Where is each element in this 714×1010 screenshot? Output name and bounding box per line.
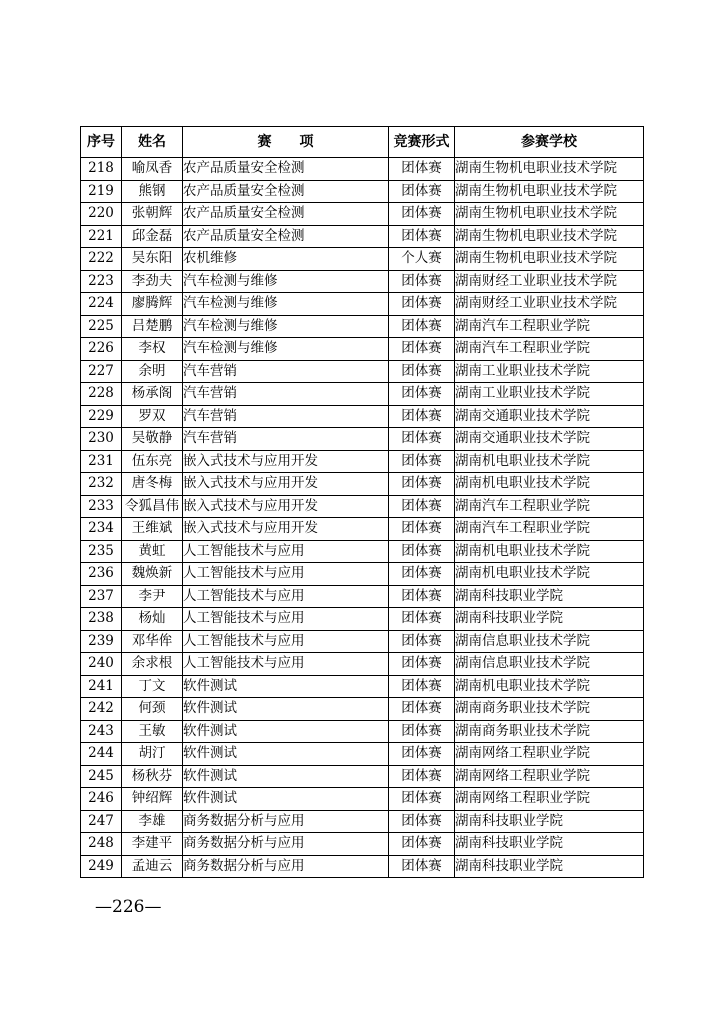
cell-school: 湖南财经工业职业技术学院 — [455, 270, 644, 293]
cell-name: 邱金磊 — [122, 225, 183, 248]
cell-num: 238 — [81, 608, 122, 631]
table-row — [81, 473, 644, 496]
cell-event: 嵌入式技术与应用开发 — [183, 495, 389, 518]
cell-format: 团体赛 — [389, 743, 455, 766]
table-row — [81, 338, 644, 361]
cell-event: 软件测试 — [183, 788, 389, 811]
cell-num: 224 — [81, 293, 122, 316]
cell-format: 团体赛 — [389, 653, 455, 676]
table-row — [81, 180, 644, 203]
cell-num: 246 — [81, 788, 122, 811]
cell-event: 汽车检测与维修 — [183, 315, 389, 338]
table-row — [81, 585, 644, 608]
table-row — [81, 360, 644, 383]
cell-name: 胡汀 — [122, 743, 183, 766]
table-row — [81, 765, 644, 788]
cell-school: 湖南生物机电职业技术学院 — [455, 158, 644, 181]
cell-school: 湖南汽车工程职业学院 — [455, 338, 644, 361]
cell-num: 223 — [81, 270, 122, 293]
cell-name: 李劲夫 — [122, 270, 183, 293]
cell-name: 钟绍辉 — [122, 788, 183, 811]
cell-num: 241 — [81, 675, 122, 698]
cell-name: 李雄 — [122, 810, 183, 833]
cell-name: 杨灿 — [122, 608, 183, 631]
cell-school: 湖南科技职业学院 — [455, 855, 644, 878]
cell-school: 湖南网络工程职业学院 — [455, 788, 644, 811]
cell-school: 湖南生物机电职业技术学院 — [455, 225, 644, 248]
cell-format: 团体赛 — [389, 405, 455, 428]
cell-num: 236 — [81, 563, 122, 586]
cell-school: 湖南工业职业技术学院 — [455, 360, 644, 383]
cell-num: 229 — [81, 405, 122, 428]
cell-event: 商务数据分析与应用 — [183, 833, 389, 856]
table-row — [81, 405, 644, 428]
cell-event: 汽车营销 — [183, 405, 389, 428]
cell-event: 人工智能技术与应用 — [183, 563, 389, 586]
cell-format: 团体赛 — [389, 428, 455, 451]
cell-num: 235 — [81, 540, 122, 563]
cell-school: 湖南机电职业技术学院 — [455, 473, 644, 496]
cell-school: 湖南科技职业学院 — [455, 833, 644, 856]
cell-event: 商务数据分析与应用 — [183, 855, 389, 878]
header-format: 竞赛形式 — [389, 127, 455, 158]
cell-format: 团体赛 — [389, 158, 455, 181]
cell-school: 湖南生物机电职业技术学院 — [455, 248, 644, 271]
cell-name: 伍东亮 — [122, 450, 183, 473]
table-row — [81, 720, 644, 743]
cell-num: 228 — [81, 383, 122, 406]
cell-name: 李建平 — [122, 833, 183, 856]
table-body — [81, 158, 644, 878]
table-row — [81, 225, 644, 248]
cell-name: 熊钢 — [122, 180, 183, 203]
cell-name: 唐冬梅 — [122, 473, 183, 496]
cell-school: 湖南汽车工程职业学院 — [455, 518, 644, 541]
cell-format: 团体赛 — [389, 473, 455, 496]
cell-school: 湖南工业职业技术学院 — [455, 383, 644, 406]
cell-num: 242 — [81, 698, 122, 721]
cell-num: 248 — [81, 833, 122, 856]
cell-format: 团体赛 — [389, 203, 455, 226]
cell-num: 219 — [81, 180, 122, 203]
cell-name: 张朝辉 — [122, 203, 183, 226]
cell-event: 人工智能技术与应用 — [183, 540, 389, 563]
cell-format: 团体赛 — [389, 270, 455, 293]
table-row — [81, 563, 644, 586]
cell-format: 团体赛 — [389, 518, 455, 541]
table-row — [81, 855, 644, 878]
cell-format: 个人赛 — [389, 248, 455, 271]
cell-school: 湖南生物机电职业技术学院 — [455, 180, 644, 203]
cell-name: 吕楚鹏 — [122, 315, 183, 338]
table-row — [81, 675, 644, 698]
cell-name: 令狐昌伟 — [122, 495, 183, 518]
cell-name: 吴敬静 — [122, 428, 183, 451]
table-row — [81, 518, 644, 541]
cell-format: 团体赛 — [389, 698, 455, 721]
cell-event: 汽车检测与维修 — [183, 338, 389, 361]
cell-num: 239 — [81, 630, 122, 653]
cell-num: 232 — [81, 473, 122, 496]
cell-name: 杨承阁 — [122, 383, 183, 406]
cell-name: 孟迪云 — [122, 855, 183, 878]
cell-num: 240 — [81, 653, 122, 676]
cell-name: 喻凤香 — [122, 158, 183, 181]
cell-name: 杨秋芬 — [122, 765, 183, 788]
table-row — [81, 608, 644, 631]
cell-event: 软件测试 — [183, 720, 389, 743]
cell-event: 汽车检测与维修 — [183, 293, 389, 316]
cell-format: 团体赛 — [389, 360, 455, 383]
cell-num: 225 — [81, 315, 122, 338]
table-row — [81, 743, 644, 766]
cell-event: 人工智能技术与应用 — [183, 608, 389, 631]
cell-school: 湖南机电职业技术学院 — [455, 675, 644, 698]
cell-event: 软件测试 — [183, 743, 389, 766]
cell-format: 团体赛 — [389, 585, 455, 608]
cell-event: 嵌入式技术与应用开发 — [183, 450, 389, 473]
cell-num: 244 — [81, 743, 122, 766]
cell-name: 李尹 — [122, 585, 183, 608]
cell-num: 247 — [81, 810, 122, 833]
cell-event: 汽车营销 — [183, 360, 389, 383]
table-row — [81, 158, 644, 181]
table-row — [81, 630, 644, 653]
cell-format: 团体赛 — [389, 180, 455, 203]
table-row — [81, 495, 644, 518]
cell-format: 团体赛 — [389, 855, 455, 878]
cell-num: 243 — [81, 720, 122, 743]
cell-school: 湖南商务职业技术学院 — [455, 720, 644, 743]
cell-event: 农产品质量安全检测 — [183, 158, 389, 181]
cell-format: 团体赛 — [389, 675, 455, 698]
cell-school: 湖南生物机电职业技术学院 — [455, 203, 644, 226]
cell-school: 湖南交通职业技术学院 — [455, 405, 644, 428]
cell-num: 231 — [81, 450, 122, 473]
cell-school: 湖南机电职业技术学院 — [455, 450, 644, 473]
cell-event: 商务数据分析与应用 — [183, 810, 389, 833]
cell-num: 234 — [81, 518, 122, 541]
cell-name: 王敏 — [122, 720, 183, 743]
cell-event: 软件测试 — [183, 765, 389, 788]
cell-school: 湖南机电职业技术学院 — [455, 540, 644, 563]
cell-format: 团体赛 — [389, 225, 455, 248]
cell-event: 人工智能技术与应用 — [183, 585, 389, 608]
cell-format: 团体赛 — [389, 788, 455, 811]
cell-school: 湖南信息职业技术学院 — [455, 653, 644, 676]
cell-school: 湖南财经工业职业技术学院 — [455, 293, 644, 316]
cell-event: 软件测试 — [183, 675, 389, 698]
cell-num: 226 — [81, 338, 122, 361]
cell-format: 团体赛 — [389, 315, 455, 338]
cell-event: 农产品质量安全检测 — [183, 180, 389, 203]
cell-event: 农产品质量安全检测 — [183, 225, 389, 248]
header-school: 参赛学校 — [455, 127, 644, 158]
cell-format: 团体赛 — [389, 540, 455, 563]
header-name: 姓名 — [122, 127, 183, 158]
table-row — [81, 383, 644, 406]
cell-format: 团体赛 — [389, 608, 455, 631]
cell-event: 汽车营销 — [183, 383, 389, 406]
cell-name: 罗双 — [122, 405, 183, 428]
table-row — [81, 293, 644, 316]
table-row — [81, 540, 644, 563]
cell-name: 黄虹 — [122, 540, 183, 563]
cell-school: 湖南汽车工程职业学院 — [455, 315, 644, 338]
table-row — [81, 203, 644, 226]
cell-school: 湖南汽车工程职业学院 — [455, 495, 644, 518]
table-header-row — [81, 127, 644, 158]
cell-name: 邓华侔 — [122, 630, 183, 653]
table-row — [81, 653, 644, 676]
cell-name: 吴东阳 — [122, 248, 183, 271]
cell-format: 团体赛 — [389, 450, 455, 473]
header-event: 赛 项 — [183, 127, 389, 158]
cell-school: 湖南科技职业学院 — [455, 810, 644, 833]
cell-format: 团体赛 — [389, 293, 455, 316]
cell-name: 魏焕新 — [122, 563, 183, 586]
cell-num: 230 — [81, 428, 122, 451]
cell-name: 余求根 — [122, 653, 183, 676]
cell-format: 团体赛 — [389, 720, 455, 743]
cell-school: 湖南交通职业技术学院 — [455, 428, 644, 451]
table-row — [81, 315, 644, 338]
cell-num: 245 — [81, 765, 122, 788]
cell-event: 软件测试 — [183, 698, 389, 721]
table-row — [81, 270, 644, 293]
cell-event: 嵌入式技术与应用开发 — [183, 473, 389, 496]
cell-name: 李权 — [122, 338, 183, 361]
cell-event: 农产品质量安全检测 — [183, 203, 389, 226]
table-row — [81, 428, 644, 451]
participants-table — [80, 126, 644, 878]
cell-num: 222 — [81, 248, 122, 271]
cell-num: 233 — [81, 495, 122, 518]
cell-event: 汽车营销 — [183, 428, 389, 451]
table-row — [81, 810, 644, 833]
cell-name: 何颈 — [122, 698, 183, 721]
table-row — [81, 248, 644, 271]
cell-school: 湖南商务职业技术学院 — [455, 698, 644, 721]
cell-format: 团体赛 — [389, 338, 455, 361]
cell-school: 湖南信息职业技术学院 — [455, 630, 644, 653]
cell-event: 农机维修 — [183, 248, 389, 271]
cell-format: 团体赛 — [389, 383, 455, 406]
cell-school: 湖南科技职业学院 — [455, 585, 644, 608]
cell-num: 227 — [81, 360, 122, 383]
cell-school: 湖南网络工程职业学院 — [455, 765, 644, 788]
cell-name: 余明 — [122, 360, 183, 383]
cell-num: 218 — [81, 158, 122, 181]
cell-name: 王维斌 — [122, 518, 183, 541]
cell-event: 人工智能技术与应用 — [183, 630, 389, 653]
cell-event: 嵌入式技术与应用开发 — [183, 518, 389, 541]
cell-num: 221 — [81, 225, 122, 248]
cell-format: 团体赛 — [389, 630, 455, 653]
cell-format: 团体赛 — [389, 765, 455, 788]
cell-event: 汽车检测与维修 — [183, 270, 389, 293]
cell-num: 220 — [81, 203, 122, 226]
table-row — [81, 698, 644, 721]
cell-format: 团体赛 — [389, 810, 455, 833]
table-row — [81, 788, 644, 811]
cell-school: 湖南科技职业学院 — [455, 608, 644, 631]
cell-name: 丁文 — [122, 675, 183, 698]
cell-school: 湖南机电职业技术学院 — [455, 563, 644, 586]
table-row — [81, 450, 644, 473]
table-row — [81, 833, 644, 856]
cell-format: 团体赛 — [389, 495, 455, 518]
cell-school: 湖南网络工程职业学院 — [455, 743, 644, 766]
cell-format: 团体赛 — [389, 563, 455, 586]
cell-format: 团体赛 — [389, 833, 455, 856]
cell-name: 廖腾辉 — [122, 293, 183, 316]
header-num: 序号 — [81, 127, 122, 158]
cell-num: 249 — [81, 855, 122, 878]
page-number: —226— — [95, 897, 162, 917]
cell-num: 237 — [81, 585, 122, 608]
cell-event: 人工智能技术与应用 — [183, 653, 389, 676]
